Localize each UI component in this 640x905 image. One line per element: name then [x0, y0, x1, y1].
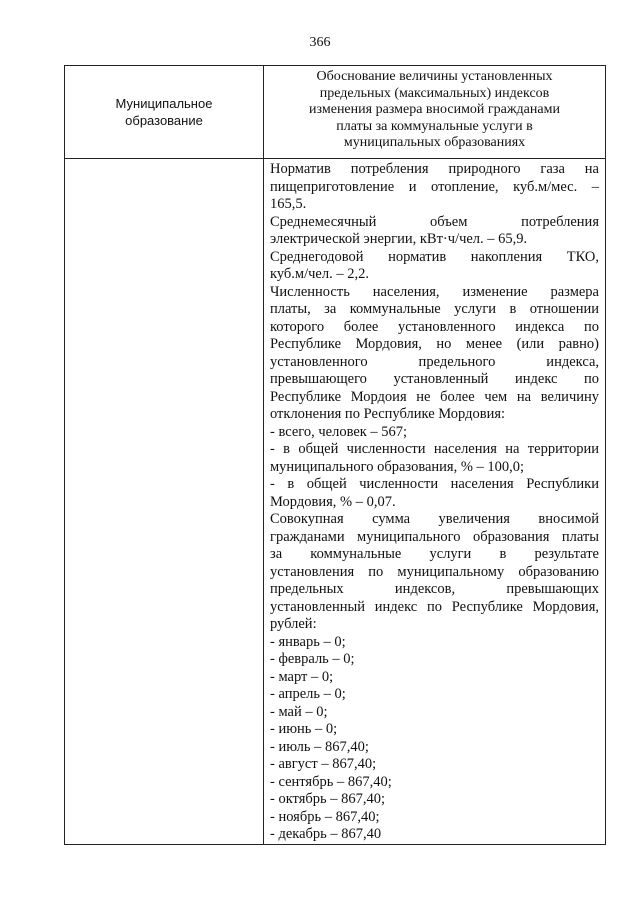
- month-item: - январь – 0;: [270, 633, 346, 650]
- text-line: Среднемесячный объем потребления: [270, 213, 599, 230]
- text-line: Республике Мордоия не более чем на величину: [270, 388, 599, 405]
- text-line: гражданами муниципального образования платы: [270, 528, 599, 545]
- text-line: превышающего установленный индекс по: [270, 371, 599, 387]
- list-item-continued: муниципального образования, % – 100,0;: [270, 458, 525, 475]
- months-list: [270, 634, 599, 844]
- list-item-continued: Мордовия, % – 0,07.: [270, 493, 396, 510]
- municipality-cell: [65, 159, 264, 845]
- text-line: за коммунальные услуги в результате: [270, 546, 599, 562]
- month-item: - ноябрь – 867,40;: [270, 808, 380, 825]
- header-left-line: Муниципальное: [115, 96, 213, 111]
- month-item: - май – 0;: [270, 703, 328, 720]
- month-item: - февраль – 0;: [270, 651, 355, 667]
- month-item: - декабрь – 867,40: [270, 826, 382, 842]
- text-line: пищеприготовление и отопление, куб.м/мес. –: [270, 178, 599, 195]
- text-line: установленный индекс по Республике Мордовия,: [270, 598, 599, 615]
- header-right-line: изменения размера вносимой гражданами: [309, 102, 560, 117]
- text-line: Совокупная сумма увеличения вносимой: [270, 511, 599, 527]
- text-line: электрической энергии, кВт·ч/чел. – 65,9.: [270, 231, 528, 247]
- page-number: 366: [309, 35, 331, 50]
- text-line: Численность населения, изменение размера: [270, 283, 599, 300]
- month-item: - июль – 867,40;: [270, 738, 369, 755]
- month-item: - апрель – 0;: [270, 686, 346, 702]
- header-right-line: Обоснование величины установленных: [316, 69, 553, 84]
- month-item: - август – 867,40;: [270, 756, 377, 772]
- text-line: установленного предельного индекса,: [270, 353, 599, 370]
- header-right-line: муниципальных образованиях: [343, 135, 526, 150]
- text-line: Среднегодовой норматив накопления ТКО,: [270, 248, 599, 265]
- header-right-line: платы за коммунальные услуги в: [336, 118, 533, 134]
- justification-cell: [264, 159, 606, 845]
- header-justification: [264, 66, 606, 159]
- list-item: - в общей численности населения Республики: [270, 476, 599, 492]
- month-item: - март – 0;: [270, 668, 334, 685]
- total-paragraph: [270, 511, 599, 634]
- text-line: 165,5.: [270, 196, 307, 212]
- text-line: рублей:: [270, 616, 317, 632]
- document-table: [64, 65, 606, 845]
- text-line: платы, за коммунальные услуги в отношении: [270, 301, 599, 317]
- electricity-paragraph: [270, 214, 599, 249]
- population-paragraph: [270, 284, 599, 424]
- text-line: куб.м/чел. – 2,2.: [270, 266, 369, 282]
- text-line: Республике Мордовия, но менее (или равно): [270, 336, 599, 352]
- header-right-line: предельных (максимальных) индексов: [319, 85, 550, 101]
- month-item: - сентябрь – 867,40;: [270, 773, 392, 790]
- text-line: которого более установленного индекса по: [270, 318, 599, 335]
- table-body-row: [65, 159, 606, 845]
- month-item: - июнь – 0;: [270, 721, 338, 737]
- text-line: установления по муниципальному образованию: [270, 563, 599, 580]
- header-left-line: образование: [125, 113, 203, 128]
- month-item: - октябрь – 867,40;: [270, 791, 386, 807]
- population-list: [270, 424, 599, 512]
- table-header-row: [65, 66, 606, 159]
- waste-paragraph: [270, 249, 599, 284]
- gas-norm-paragraph: [270, 161, 599, 214]
- text-line: предельных индексов, превышающих: [270, 581, 599, 597]
- list-item: - в общей численности населения на территории: [270, 441, 599, 457]
- header-municipality: [65, 66, 264, 159]
- text-line: Норматив потребления природного газа на: [270, 161, 599, 177]
- text-line: отклонения по Республике Мордовия:: [270, 406, 506, 422]
- list-item: - всего, человек – 567;: [270, 423, 408, 440]
